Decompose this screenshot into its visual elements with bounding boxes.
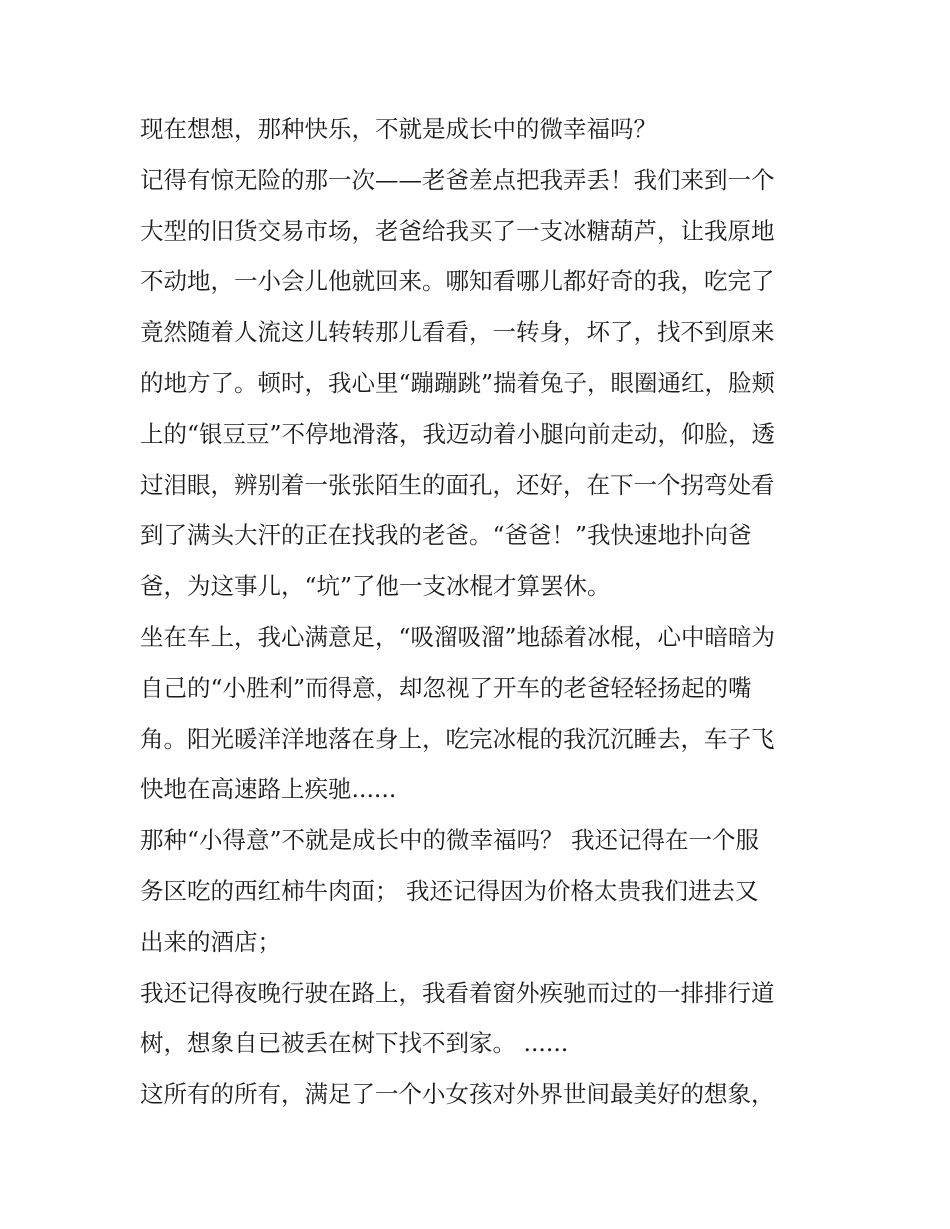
essay-text xyxy=(140,104,830,1120)
text-line: 自己的“小胜利”而得意，却忽视了开车的老爸轻轻扬起的嘴 xyxy=(140,673,752,702)
text-line: 我还记得夜晚行驶在路上，我看着窗外疾驰而过的一排排行道 xyxy=(140,978,775,1007)
text-line: 上的“银豆豆”不停地滑落，我迈动着小腿向前走动，仰脸，透 xyxy=(140,419,776,448)
text-line: 那种“小得意”不就是成长中的微幸福吗？ 我还记得在一个服 xyxy=(140,826,759,855)
text-line: 的地方了。顿时，我心里“蹦蹦跳”揣着兔子，眼圈通红，脸颊 xyxy=(140,368,776,397)
text-line: 爸，为这事儿，“坑”了他一支冰棍才算罢休。 xyxy=(140,572,611,601)
text-line: 树，想象自已被丢在树下找不到家。 ...... xyxy=(140,1029,569,1058)
text-line: 到了满头大汗的正在找我的老爸。“爸爸！”我快速地扑向爸 xyxy=(140,521,752,550)
text-line: 不动地，一小会儿他就回来。哪知看哪儿都好奇的我，吃完了 xyxy=(140,267,775,296)
text-line: 务区吃的西红柿牛肉面； 我还记得因为价格太贵我们进去又 xyxy=(140,876,759,905)
text-line: 角。阳光暖洋洋地落在身上，吃完冰棍的我沉沉睡去，车子飞 xyxy=(140,724,775,753)
text-line: 记得有惊无险的那一次——老爸差点把我弄丢！我们来到一个 xyxy=(140,165,775,194)
text-line: 坐在车上，我心满意足，“吸溜吸溜”地舔着冰棍，心中暗暗为 xyxy=(140,622,776,651)
text-line: 过泪眼，辨别着一张张陌生的面孔，还好，在下一个拐弯处看 xyxy=(140,470,775,499)
text-line: 这所有的所有，满足了一个小女孩对外界世间最美好的想象， xyxy=(140,1080,775,1109)
text-line: 快地在高速路上疾驰...... xyxy=(140,775,397,804)
text-line: 出来的酒店； xyxy=(140,927,281,956)
text-line: 竟然随着人流这儿转转那儿看看，一转身，坏了，找不到原来 xyxy=(140,318,775,347)
text-line: 现在想想，那种快乐，不就是成长中的微幸福吗？ xyxy=(140,115,657,143)
text-line: 大型的旧货交易市场，老爸给我买了一支冰糖葫芦，让我原地 xyxy=(140,216,775,245)
